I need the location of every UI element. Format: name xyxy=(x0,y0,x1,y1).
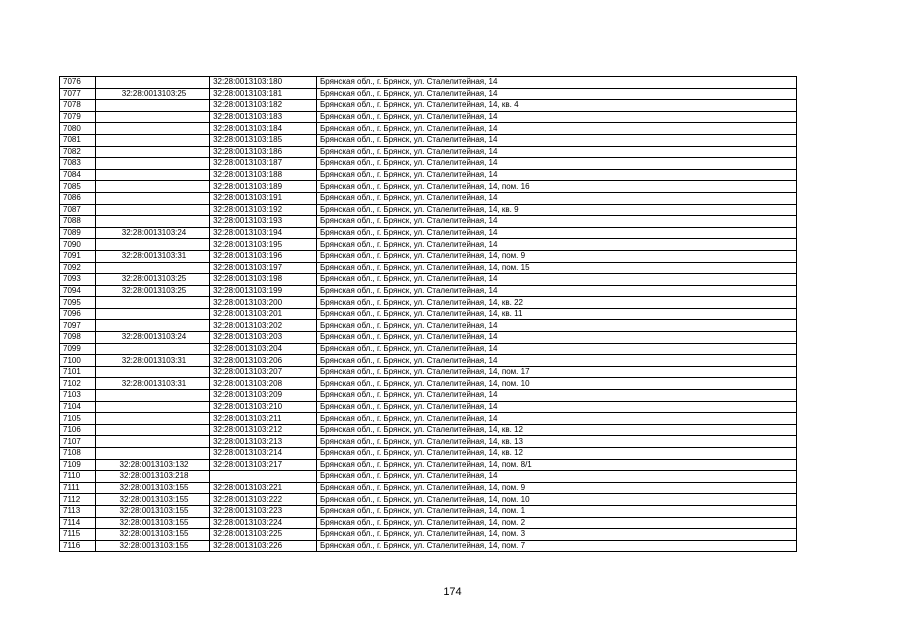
table-row xyxy=(60,401,797,413)
row-number-cell: 7087 xyxy=(60,204,96,216)
row-number-cell: 7096 xyxy=(60,308,96,320)
address-cell: Брянская обл., г. Брянск, ул. Сталелитейная, 14, пом. 15 xyxy=(316,262,796,274)
cadastral-number-cell: 32:28:0013103:214 xyxy=(210,448,317,460)
row-number-cell: 7092 xyxy=(60,262,96,274)
address-cell: Брянская обл., г. Брянск, ул. Сталелитейная, 14, кв. 9 xyxy=(316,204,796,216)
table-row xyxy=(60,158,797,170)
row-number-cell: 7110 xyxy=(60,471,96,483)
row-number-cell: 7084 xyxy=(60,169,96,181)
table-row xyxy=(60,262,797,274)
row-number-cell: 7077 xyxy=(60,88,96,100)
table-row xyxy=(60,192,797,204)
row-number-cell: 7080 xyxy=(60,123,96,135)
address-cell: Брянская обл., г. Брянск, ул. Сталелитейная, 14 xyxy=(316,332,796,344)
cadastral-number-cell: 32:28:0013103:224 xyxy=(210,517,317,529)
row-number-cell: 7094 xyxy=(60,285,96,297)
address-cell: Брянская обл., г. Брянск, ул. Сталелитейная, 14, кв. 12 xyxy=(316,424,796,436)
table-row xyxy=(60,285,797,297)
old-cadastral-number-cell xyxy=(95,239,209,251)
old-cadastral-number-cell xyxy=(95,77,209,89)
cadastral-number-cell: 32:28:0013103:211 xyxy=(210,413,317,425)
row-number-cell: 7086 xyxy=(60,192,96,204)
table-row xyxy=(60,494,797,506)
row-number-cell: 7109 xyxy=(60,459,96,471)
cadastral-number-cell: 32:28:0013103:206 xyxy=(210,355,317,367)
address-cell: Брянская обл., г. Брянск, ул. Сталелитейная, 14 xyxy=(316,274,796,286)
address-cell: Брянская обл., г. Брянск, ул. Сталелитейная, 14 xyxy=(316,146,796,158)
cadastral-number-cell: 32:28:0013103:212 xyxy=(210,424,317,436)
row-number-cell: 7095 xyxy=(60,297,96,309)
cadastral-number-cell: 32:28:0013103:225 xyxy=(210,529,317,541)
old-cadastral-number-cell xyxy=(95,192,209,204)
cadastral-number-cell: 32:28:0013103:187 xyxy=(210,158,317,170)
address-cell: Брянская обл., г. Брянск, ул. Сталелитейная, 14 xyxy=(316,77,796,89)
row-number-cell: 7100 xyxy=(60,355,96,367)
table-row xyxy=(60,227,797,239)
address-cell: Брянская обл., г. Брянск, ул. Сталелитейная, 14, пом. 7 xyxy=(316,540,796,552)
old-cadastral-number-cell xyxy=(95,448,209,460)
old-cadastral-number-cell: 32:28:0013103:155 xyxy=(95,517,209,529)
row-number-cell: 7113 xyxy=(60,505,96,517)
table-row xyxy=(60,111,797,123)
old-cadastral-number-cell xyxy=(95,366,209,378)
row-number-cell: 7091 xyxy=(60,250,96,262)
cadastral-number-cell: 32:28:0013103:201 xyxy=(210,308,317,320)
table-row xyxy=(60,216,797,228)
old-cadastral-number-cell xyxy=(95,436,209,448)
table-row xyxy=(60,320,797,332)
table-row xyxy=(60,366,797,378)
address-cell: Брянская обл., г. Брянск, ул. Сталелитейная, 14, кв. 22 xyxy=(316,297,796,309)
table-row xyxy=(60,297,797,309)
cadastral-number-cell: 32:28:0013103:209 xyxy=(210,390,317,402)
old-cadastral-number-cell: 32:28:0013103:155 xyxy=(95,505,209,517)
table-row xyxy=(60,146,797,158)
address-cell: Брянская обл., г. Брянск, ул. Сталелитейная, 14, пом. 17 xyxy=(316,366,796,378)
table-row xyxy=(60,343,797,355)
cadastral-number-cell: 32:28:0013103:183 xyxy=(210,111,317,123)
row-number-cell: 7105 xyxy=(60,413,96,425)
address-cell: Брянская обл., г. Брянск, ул. Сталелитейная, 14 xyxy=(316,320,796,332)
old-cadastral-number-cell xyxy=(95,123,209,135)
table-row xyxy=(60,448,797,460)
old-cadastral-number-cell xyxy=(95,262,209,274)
old-cadastral-number-cell xyxy=(95,308,209,320)
old-cadastral-number-cell xyxy=(95,204,209,216)
address-cell: Брянская обл., г. Брянск, ул. Сталелитейная, 14 xyxy=(316,134,796,146)
address-cell: Брянская обл., г. Брянск, ул. Сталелитейная, 14 xyxy=(316,192,796,204)
old-cadastral-number-cell xyxy=(95,413,209,425)
table-row xyxy=(60,134,797,146)
old-cadastral-number-cell xyxy=(95,216,209,228)
table-row xyxy=(60,459,797,471)
table-row xyxy=(60,355,797,367)
table-body xyxy=(60,77,797,552)
old-cadastral-number-cell: 32:28:0013103:155 xyxy=(95,529,209,541)
cadastral-number-cell: 32:28:0013103:181 xyxy=(210,88,317,100)
table-row xyxy=(60,77,797,89)
address-cell: Брянская обл., г. Брянск, ул. Сталелитейная, 14, пом. 9 xyxy=(316,250,796,262)
address-cell: Брянская обл., г. Брянск, ул. Сталелитейная, 14 xyxy=(316,285,796,297)
row-number-cell: 7099 xyxy=(60,343,96,355)
row-number-cell: 7085 xyxy=(60,181,96,193)
cadastral-number-cell: 32:28:0013103:204 xyxy=(210,343,317,355)
page-number: 174 xyxy=(443,586,462,598)
row-number-cell: 7101 xyxy=(60,366,96,378)
table-row xyxy=(60,436,797,448)
address-cell: Брянская обл., г. Брянск, ул. Сталелитейная, 14, кв. 11 xyxy=(316,308,796,320)
cadastral-number-cell: 32:28:0013103:226 xyxy=(210,540,317,552)
row-number-cell: 7102 xyxy=(60,378,96,390)
address-cell: Брянская обл., г. Брянск, ул. Сталелитейная, 14, пом. 1 xyxy=(316,505,796,517)
address-cell: Брянская обл., г. Брянск, ул. Сталелитейная, 14 xyxy=(316,413,796,425)
table-row xyxy=(60,482,797,494)
row-number-cell: 7111 xyxy=(60,482,96,494)
cadastral-number-cell: 32:28:0013103:195 xyxy=(210,239,317,251)
table-row xyxy=(60,390,797,402)
cadastral-number-cell: 32:28:0013103:180 xyxy=(210,77,317,89)
row-number-cell: 7097 xyxy=(60,320,96,332)
address-cell: Брянская обл., г. Брянск, ул. Сталелитейная, 14, пом. 10 xyxy=(316,378,796,390)
address-cell: Брянская обл., г. Брянск, ул. Сталелитейная, 14, пом. 16 xyxy=(316,181,796,193)
old-cadastral-number-cell: 32:28:0013103:24 xyxy=(95,227,209,239)
old-cadastral-number-cell xyxy=(95,169,209,181)
old-cadastral-number-cell xyxy=(95,134,209,146)
address-cell: Брянская обл., г. Брянск, ул. Сталелитейная, 14 xyxy=(316,216,796,228)
table-row xyxy=(60,169,797,181)
cadastral-number-cell: 32:28:0013103:207 xyxy=(210,366,317,378)
table-row xyxy=(60,239,797,251)
cadastral-number-cell: 32:28:0013103:213 xyxy=(210,436,317,448)
row-number-cell: 7114 xyxy=(60,517,96,529)
cadastral-number-cell: 32:28:0013103:196 xyxy=(210,250,317,262)
row-number-cell: 7090 xyxy=(60,239,96,251)
cadastral-number-cell: 32:28:0013103:203 xyxy=(210,332,317,344)
table-row xyxy=(60,471,797,483)
table-row xyxy=(60,274,797,286)
row-number-cell: 7103 xyxy=(60,390,96,402)
row-number-cell: 7076 xyxy=(60,77,96,89)
old-cadastral-number-cell: 32:28:0013103:24 xyxy=(95,332,209,344)
old-cadastral-number-cell xyxy=(95,343,209,355)
row-number-cell: 7089 xyxy=(60,227,96,239)
cadastral-number-cell: 32:28:0013103:208 xyxy=(210,378,317,390)
old-cadastral-number-cell xyxy=(95,158,209,170)
address-cell: Брянская обл., г. Брянск, ул. Сталелитейная, 14 xyxy=(316,401,796,413)
old-cadastral-number-cell xyxy=(95,146,209,158)
table-row xyxy=(60,308,797,320)
old-cadastral-number-cell: 32:28:0013103:132 xyxy=(95,459,209,471)
cadastral-number-cell: 32:28:0013103:182 xyxy=(210,100,317,112)
old-cadastral-number-cell: 32:28:0013103:155 xyxy=(95,494,209,506)
table-row xyxy=(60,332,797,344)
old-cadastral-number-cell xyxy=(95,181,209,193)
address-cell: Брянская обл., г. Брянск, ул. Сталелитейная, 14 xyxy=(316,343,796,355)
old-cadastral-number-cell: 32:28:0013103:31 xyxy=(95,250,209,262)
old-cadastral-number-cell xyxy=(95,111,209,123)
address-cell: Брянская обл., г. Брянск, ул. Сталелитейная, 14, кв. 13 xyxy=(316,436,796,448)
old-cadastral-number-cell xyxy=(95,100,209,112)
address-cell: Брянская обл., г. Брянск, ул. Сталелитейная, 14, пом. 9 xyxy=(316,482,796,494)
row-number-cell: 7104 xyxy=(60,401,96,413)
cadastral-number-cell: 32:28:0013103:185 xyxy=(210,134,317,146)
cadastral-number-cell: 32:28:0013103:191 xyxy=(210,192,317,204)
row-number-cell: 7107 xyxy=(60,436,96,448)
cadastral-number-cell: 32:28:0013103:184 xyxy=(210,123,317,135)
address-cell: Брянская обл., г. Брянск, ул. Сталелитейная, 14 xyxy=(316,169,796,181)
cadastral-number-cell: 32:28:0013103:223 xyxy=(210,505,317,517)
old-cadastral-number-cell: 32:28:0013103:25 xyxy=(95,274,209,286)
table-row xyxy=(60,424,797,436)
old-cadastral-number-cell: 32:28:0013103:25 xyxy=(95,88,209,100)
old-cadastral-number-cell xyxy=(95,320,209,332)
old-cadastral-number-cell xyxy=(95,401,209,413)
row-number-cell: 7088 xyxy=(60,216,96,228)
cadastral-number-cell xyxy=(210,471,317,483)
row-number-cell: 7116 xyxy=(60,540,96,552)
cadastral-number-cell: 32:28:0013103:192 xyxy=(210,204,317,216)
cadastral-number-cell: 32:28:0013103:221 xyxy=(210,482,317,494)
row-number-cell: 7108 xyxy=(60,448,96,460)
row-number-cell: 7098 xyxy=(60,332,96,344)
table-row xyxy=(60,100,797,112)
table-row xyxy=(60,378,797,390)
address-cell: Брянская обл., г. Брянск, ул. Сталелитейная, 14 xyxy=(316,123,796,135)
old-cadastral-number-cell: 32:28:0013103:25 xyxy=(95,285,209,297)
old-cadastral-number-cell xyxy=(95,424,209,436)
table-row xyxy=(60,529,797,541)
cadastral-number-cell: 32:28:0013103:217 xyxy=(210,459,317,471)
address-cell: Брянская обл., г. Брянск, ул. Сталелитейная, 14, кв. 12 xyxy=(316,448,796,460)
table-row xyxy=(60,413,797,425)
row-number-cell: 7106 xyxy=(60,424,96,436)
row-number-cell: 7081 xyxy=(60,134,96,146)
table-row xyxy=(60,88,797,100)
table-row xyxy=(60,181,797,193)
cadastral-number-cell: 32:28:0013103:188 xyxy=(210,169,317,181)
row-number-cell: 7082 xyxy=(60,146,96,158)
cadastral-table xyxy=(59,76,797,552)
address-cell: Брянская обл., г. Брянск, ул. Сталелитейная, 14 xyxy=(316,88,796,100)
old-cadastral-number-cell: 32:28:0013103:155 xyxy=(95,540,209,552)
old-cadastral-number-cell xyxy=(95,390,209,402)
address-cell: Брянская обл., г. Брянск, ул. Сталелитейная, 14, кв. 4 xyxy=(316,100,796,112)
cadastral-number-cell: 32:28:0013103:189 xyxy=(210,181,317,193)
address-cell: Брянская обл., г. Брянск, ул. Сталелитейная, 14 xyxy=(316,471,796,483)
old-cadastral-number-cell: 32:28:0013103:155 xyxy=(95,482,209,494)
cadastral-number-cell: 32:28:0013103:222 xyxy=(210,494,317,506)
address-cell: Брянская обл., г. Брянск, ул. Сталелитейная, 14, пом. 10 xyxy=(316,494,796,506)
row-number-cell: 7083 xyxy=(60,158,96,170)
row-number-cell: 7079 xyxy=(60,111,96,123)
table-row xyxy=(60,517,797,529)
cadastral-number-cell: 32:28:0013103:193 xyxy=(210,216,317,228)
address-cell: Брянская обл., г. Брянск, ул. Сталелитейная, 14 xyxy=(316,227,796,239)
address-cell: Брянская обл., г. Брянск, ул. Сталелитейная, 14, пом. 8/1 xyxy=(316,459,796,471)
address-cell: Брянская обл., г. Брянск, ул. Сталелитейная, 14 xyxy=(316,355,796,367)
address-cell: Брянская обл., г. Брянск, ул. Сталелитейная, 14, пом. 3 xyxy=(316,529,796,541)
table-row xyxy=(60,505,797,517)
cadastral-number-cell: 32:28:0013103:186 xyxy=(210,146,317,158)
table-row xyxy=(60,123,797,135)
row-number-cell: 7093 xyxy=(60,274,96,286)
cadastral-number-cell: 32:28:0013103:200 xyxy=(210,297,317,309)
cadastral-number-cell: 32:28:0013103:199 xyxy=(210,285,317,297)
row-number-cell: 7115 xyxy=(60,529,96,541)
table-row xyxy=(60,540,797,552)
table-row xyxy=(60,204,797,216)
old-cadastral-number-cell: 32:28:0013103:31 xyxy=(95,355,209,367)
cadastral-number-cell: 32:28:0013103:210 xyxy=(210,401,317,413)
cadastral-number-cell: 32:28:0013103:194 xyxy=(210,227,317,239)
cadastral-number-cell: 32:28:0013103:197 xyxy=(210,262,317,274)
cadastral-number-cell: 32:28:0013103:198 xyxy=(210,274,317,286)
address-cell: Брянская обл., г. Брянск, ул. Сталелитейная, 14, пом. 2 xyxy=(316,517,796,529)
address-cell: Брянская обл., г. Брянск, ул. Сталелитейная, 14 xyxy=(316,239,796,251)
table-row xyxy=(60,250,797,262)
old-cadastral-number-cell: 32:28:0013103:31 xyxy=(95,378,209,390)
address-cell: Брянская обл., г. Брянск, ул. Сталелитейная, 14 xyxy=(316,390,796,402)
address-cell: Брянская обл., г. Брянск, ул. Сталелитейная, 14 xyxy=(316,158,796,170)
cadastral-number-cell: 32:28:0013103:202 xyxy=(210,320,317,332)
address-cell: Брянская обл., г. Брянск, ул. Сталелитейная, 14 xyxy=(316,111,796,123)
old-cadastral-number-cell: 32:28:0013103:218 xyxy=(95,471,209,483)
row-number-cell: 7112 xyxy=(60,494,96,506)
row-number-cell: 7078 xyxy=(60,100,96,112)
old-cadastral-number-cell xyxy=(95,297,209,309)
